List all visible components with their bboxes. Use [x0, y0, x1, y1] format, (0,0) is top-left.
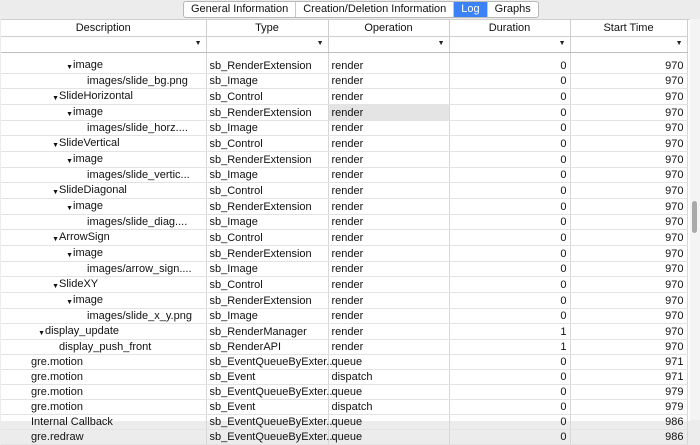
cell-description — [1, 385, 206, 400]
cell-operation: render — [328, 168, 449, 183]
cell-description — [1, 199, 206, 215]
row-description: images/slide_bg.png — [87, 75, 188, 87]
triangle-down-icon[interactable]: ▲ — [66, 298, 73, 305]
table-row[interactable] — [1, 215, 687, 230]
log-rows — [1, 58, 687, 445]
cell-operation: render — [328, 324, 449, 340]
cell-start-time: 970 — [570, 340, 687, 355]
cell-operation: render — [328, 58, 449, 74]
triangle-down-icon[interactable]: ▲ — [66, 63, 73, 70]
cell-description — [1, 400, 206, 415]
cell-start-time: 979 — [570, 385, 687, 400]
cell-operation: render — [328, 105, 449, 121]
cell-duration: 0 — [449, 262, 570, 277]
cell-duration: 0 — [449, 168, 570, 183]
cell-operation: render — [328, 340, 449, 355]
cell-duration: 0 — [449, 74, 570, 89]
cell-start-time: 970 — [570, 230, 687, 246]
cell-operation: render — [328, 199, 449, 215]
cell-type: sb_RenderAPI — [206, 340, 328, 355]
cell-duration: 0 — [449, 215, 570, 230]
cell-description — [1, 277, 206, 293]
log-table-container[interactable] — [1, 19, 690, 443]
filter-duration[interactable] — [449, 37, 570, 53]
cell-duration: 1 — [449, 324, 570, 340]
tab-graphs[interactable]: Graphs — [494, 3, 531, 15]
cell-start-time: 970 — [570, 152, 687, 168]
cell-type: sb_RenderExtension — [206, 58, 328, 74]
cell-operation: render — [328, 277, 449, 293]
column-header-start-time[interactable]: Start Time — [570, 20, 687, 37]
cell-description — [1, 246, 206, 262]
cell-type: sb_Image — [206, 309, 328, 324]
cell-start-time: 970 — [570, 89, 687, 105]
cell-type: sb_RenderManager — [206, 324, 328, 340]
cell-start-time: 970 — [570, 262, 687, 277]
cell-type: sb_EventQueueByExter... — [206, 415, 328, 430]
cell-description — [1, 370, 206, 385]
cell-duration: 0 — [449, 121, 570, 136]
cell-operation: render — [328, 74, 449, 89]
filter-start-time[interactable] — [570, 37, 687, 53]
table-row[interactable] — [1, 121, 687, 136]
row-description: images/slide_vertic... — [87, 169, 190, 181]
cell-description — [1, 152, 206, 168]
table-row[interactable] — [1, 183, 687, 199]
cell-type: sb_Event — [206, 400, 328, 415]
triangle-down-icon[interactable]: ▲ — [66, 157, 73, 164]
triangle-down-icon[interactable]: ▲ — [52, 188, 59, 195]
cell-type: sb_Control — [206, 183, 328, 199]
cell-operation: render — [328, 215, 449, 230]
cell-operation: render — [328, 293, 449, 309]
triangle-down-icon[interactable]: ▲ — [66, 251, 73, 258]
cell-duration: 0 — [449, 89, 570, 105]
cell-type: sb_Image — [206, 262, 328, 277]
cell-operation: render — [328, 262, 449, 277]
row-description: gre.motion — [31, 371, 83, 383]
cell-description — [1, 309, 206, 324]
row-description: gre.motion — [31, 386, 83, 398]
row-description: Internal Callback — [31, 416, 113, 428]
cell-operation: queue — [328, 385, 449, 400]
cell-description — [1, 230, 206, 246]
cell-description — [1, 355, 206, 370]
cell-start-time: 970 — [570, 199, 687, 215]
filter-type[interactable] — [206, 37, 328, 53]
cell-description — [1, 74, 206, 89]
cell-start-time: 970 — [570, 215, 687, 230]
column-header-description[interactable]: Description — [1, 20, 206, 37]
table-row[interactable] — [1, 309, 687, 324]
cell-operation: dispatch — [328, 370, 449, 385]
cell-description — [1, 430, 206, 445]
table-row[interactable] — [1, 293, 687, 309]
cell-type: sb_RenderExtension — [206, 293, 328, 309]
row-description: image — [73, 153, 103, 165]
cell-start-time: 970 — [570, 168, 687, 183]
table-row[interactable] — [1, 230, 687, 246]
cell-description — [1, 121, 206, 136]
cell-type: sb_Image — [206, 215, 328, 230]
table-row[interactable] — [1, 246, 687, 262]
cell-start-time: 971 — [570, 355, 687, 370]
tab-log[interactable]: Log — [454, 2, 487, 17]
table-row[interactable] — [1, 370, 687, 385]
row-description: SlideXY — [59, 278, 99, 290]
row-description: image — [73, 59, 103, 71]
row-description: SlideDiagonal — [59, 184, 127, 196]
row-description: SlideHorizontal — [59, 90, 133, 102]
cell-duration: 0 — [449, 309, 570, 324]
cell-duration: 0 — [449, 58, 570, 74]
filter-description[interactable] — [1, 37, 206, 53]
cell-start-time: 970 — [570, 246, 687, 262]
cell-start-time: 970 — [570, 74, 687, 89]
cell-start-time: 971 — [570, 370, 687, 385]
tab-bar — [0, 0, 700, 18]
cell-description — [1, 262, 206, 277]
tab-general-information[interactable]: General Information — [184, 2, 296, 17]
cell-duration: 0 — [449, 415, 570, 430]
cell-start-time: 970 — [570, 136, 687, 152]
filter-row — [1, 37, 687, 53]
cell-start-time: 970 — [570, 105, 687, 121]
cell-description — [1, 168, 206, 183]
row-description: gre.motion — [31, 401, 83, 413]
cell-start-time: 970 — [570, 277, 687, 293]
tab-creation-deletion-information[interactable]: Creation/Deletion Information — [296, 2, 454, 17]
cell-duration: 0 — [449, 183, 570, 199]
dropdown-arrow-icon: ▼ — [558, 40, 566, 47]
cell-duration: 0 — [449, 230, 570, 246]
table-row[interactable] — [1, 152, 687, 168]
cell-operation: queue — [328, 415, 449, 430]
cell-operation: queue — [328, 355, 449, 370]
row-description: image — [73, 294, 103, 306]
cell-type: sb_RenderExtension — [206, 152, 328, 168]
cell-type: sb_Image — [206, 74, 328, 89]
cell-start-time: 970 — [570, 293, 687, 309]
table-row[interactable] — [1, 199, 687, 215]
cell-description — [1, 89, 206, 105]
row-description: gre.redraw — [31, 431, 84, 443]
triangle-down-icon[interactable]: ▲ — [52, 94, 59, 101]
triangle-down-icon[interactable]: ▲ — [52, 282, 59, 289]
table-row[interactable] — [1, 430, 687, 445]
cell-type: sb_EventQueueByExter... — [206, 355, 328, 370]
tab-segmented-control — [183, 1, 539, 18]
table-row[interactable] — [1, 355, 687, 370]
triangle-down-icon[interactable]: ▲ — [52, 235, 59, 242]
row-description: SlideVertical — [59, 137, 120, 149]
table-row[interactable] — [1, 385, 687, 400]
cell-start-time: 970 — [570, 58, 687, 74]
cell-duration: 0 — [449, 246, 570, 262]
cell-operation: render — [328, 183, 449, 199]
cell-type: sb_Control — [206, 136, 328, 152]
cell-description — [1, 183, 206, 199]
dropdown-arrow-icon: ▼ — [675, 40, 683, 47]
cell-duration: 0 — [449, 293, 570, 309]
cell-start-time: 970 — [570, 121, 687, 136]
cell-type: sb_Control — [206, 230, 328, 246]
cell-duration: 0 — [449, 105, 570, 121]
cell-description — [1, 324, 206, 340]
column-header-type[interactable]: Type — [206, 20, 328, 37]
row-description: display_push_front — [59, 341, 152, 353]
table-row[interactable] — [1, 277, 687, 293]
cell-duration: 0 — [449, 385, 570, 400]
cell-duration: 0 — [449, 199, 570, 215]
cell-operation: queue — [328, 430, 449, 445]
cell-type: sb_RenderExtension — [206, 246, 328, 262]
cell-duration: 0 — [449, 152, 570, 168]
cell-operation: dispatch — [328, 400, 449, 415]
row-description: images/slide_diag.... — [87, 216, 188, 228]
table-row[interactable] — [1, 400, 687, 415]
cell-duration: 0 — [449, 136, 570, 152]
cell-operation: render — [328, 121, 449, 136]
cell-operation: render — [328, 136, 449, 152]
cell-type: sb_Image — [206, 121, 328, 136]
cell-duration: 0 — [449, 277, 570, 293]
cell-duration: 0 — [449, 370, 570, 385]
row-description: display_update — [45, 325, 120, 337]
dropdown-arrow-icon: ▼ — [316, 40, 324, 47]
cell-start-time: 986 — [570, 430, 687, 445]
cell-operation: render — [328, 152, 449, 168]
row-description: images/arrow_sign.... — [87, 263, 192, 275]
dropdown-arrow-icon: ▼ — [437, 40, 445, 47]
table-row[interactable] — [1, 74, 687, 89]
log-table — [1, 20, 688, 445]
triangle-down-icon[interactable]: ▲ — [66, 110, 73, 117]
row-description: images/slide_x_y.png — [87, 310, 192, 322]
cell-type: sb_Control — [206, 89, 328, 105]
cell-start-time: 970 — [570, 183, 687, 199]
table-row[interactable] — [1, 89, 687, 105]
column-header-duration[interactable]: Duration — [449, 20, 570, 37]
triangle-down-icon[interactable]: ▲ — [38, 329, 45, 336]
cell-type: sb_RenderExtension — [206, 199, 328, 215]
cell-description — [1, 136, 206, 152]
cell-description — [1, 340, 206, 355]
cell-type: sb_Control — [206, 277, 328, 293]
row-description: images/slide_horz.... — [87, 122, 188, 134]
table-row[interactable] — [1, 58, 687, 74]
cell-duration: 0 — [449, 430, 570, 445]
row-description: ArrowSign — [59, 231, 110, 243]
triangle-down-icon[interactable]: ▲ — [66, 204, 73, 211]
table-row[interactable] — [1, 415, 687, 430]
cell-type: sb_EventQueueByExter... — [206, 430, 328, 445]
cell-start-time: 970 — [570, 309, 687, 324]
cell-operation: render — [328, 309, 449, 324]
scrollbar-thumb[interactable] — [692, 201, 697, 233]
table-row[interactable] — [1, 262, 687, 277]
cell-type: sb_RenderExtension — [206, 105, 328, 121]
cell-description — [1, 215, 206, 230]
cell-duration: 0 — [449, 355, 570, 370]
cell-start-time: 979 — [570, 400, 687, 415]
cell-operation: render — [328, 246, 449, 262]
column-header-operation[interactable]: Operation — [328, 20, 449, 37]
cell-description — [1, 58, 206, 74]
cell-operation: render — [328, 89, 449, 105]
row-description: gre.motion — [31, 356, 83, 368]
cell-duration: 0 — [449, 400, 570, 415]
table-row[interactable] — [1, 324, 687, 340]
cell-description — [1, 415, 206, 430]
table-row[interactable] — [1, 105, 687, 121]
cell-type: sb_Image — [206, 168, 328, 183]
cell-start-time: 970 — [570, 324, 687, 340]
vertical-scrollbar[interactable] — [690, 19, 700, 420]
cell-type: sb_Event — [206, 370, 328, 385]
cell-duration: 1 — [449, 340, 570, 355]
row-description: image — [73, 247, 103, 259]
cell-description — [1, 293, 206, 309]
table-row[interactable] — [1, 340, 687, 355]
cell-type: sb_EventQueueByExter... — [206, 385, 328, 400]
triangle-down-icon[interactable]: ▲ — [52, 141, 59, 148]
table-row[interactable] — [1, 168, 687, 183]
row-description: image — [73, 106, 103, 118]
dropdown-arrow-icon: ▼ — [194, 40, 202, 47]
table-row[interactable] — [1, 136, 687, 152]
header-row — [1, 20, 687, 37]
cell-start-time: 986 — [570, 415, 687, 430]
row-description: image — [73, 200, 103, 212]
filter-operation[interactable] — [328, 37, 449, 53]
cell-operation: render — [328, 230, 449, 246]
cell-description — [1, 105, 206, 121]
